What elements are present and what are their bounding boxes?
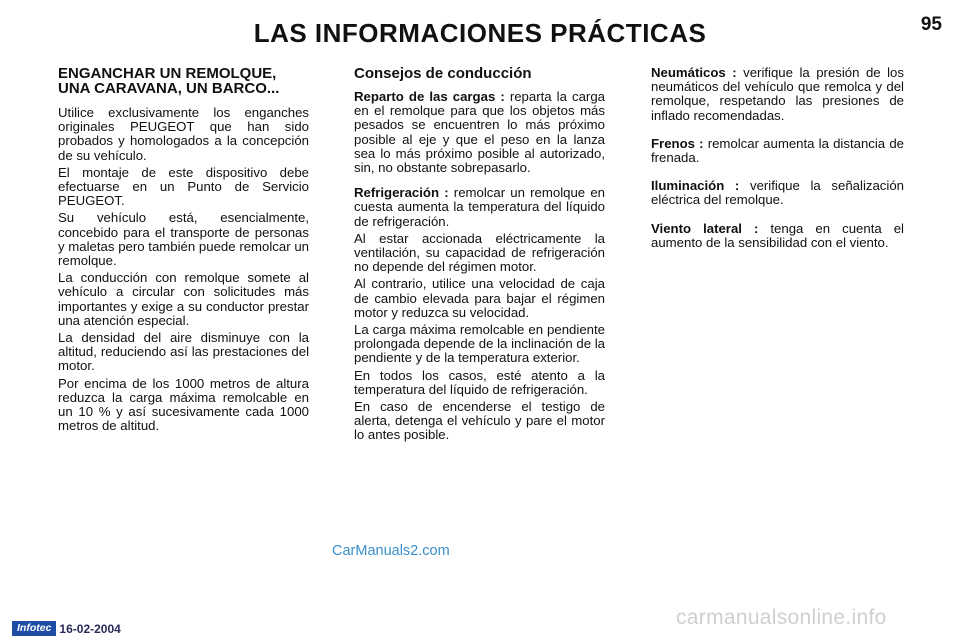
paragraph-tyres xyxy=(651,66,904,123)
paragraph: Utilice exclusivamente los enganches originales PEUGEOT que han sido probados y homologados a la concepción de su vehículo. xyxy=(58,105,309,163)
column-checks xyxy=(651,66,904,253)
paragraph: Al contrario, utilice una velocidad de caja de cambio elevada para bajar el régimen motor y reduzca su velocidad. xyxy=(354,276,605,320)
label-cooling: Refrigeración : xyxy=(354,185,449,201)
section-heading-driving-advice: Consejos de conducción xyxy=(354,65,532,82)
text-crosswind: tenga en cuenta el aumento de la sensibilidad con el viento. xyxy=(651,220,904,250)
paragraph: En todos los casos, esté atento a la temperatura del líquido de refrigeración. xyxy=(354,367,605,397)
text-cooling: remolcar un remolque en cuesta aumenta la temperatura del líquido de refrigeración. xyxy=(354,185,605,229)
text-tyres: verifique la presión de los neumáticos del vehículo que remolca y del remolque, respetando las presiones de inflado recomendadas. xyxy=(651,65,904,123)
column-towing xyxy=(58,66,309,436)
label-tyres: Neumáticos : xyxy=(651,65,737,80)
paragraph: Al estar accionada eléctricamente la ventilación, su capacidad de refrigeración no depende del régimen motor. xyxy=(354,230,605,275)
text-brakes: remolcar aumenta la distancia de frenada. xyxy=(651,135,904,166)
label-brakes: Frenos : xyxy=(651,135,704,151)
footer xyxy=(12,621,121,636)
text-load-distribution: reparta la carga en el remolque para que los objetos más pesados se encuentren lo más próximo posible al eje y que el peso en la lanza sea lo más próximo posible al autorizado, sin, no obstante sobrepasarlo. xyxy=(354,89,605,176)
paragraph: La densidad del aire disminuye con la altitud, reduciendo así las prestaciones del motor. xyxy=(58,330,309,374)
paragraph-cooling xyxy=(354,186,605,229)
paragraph-brakes xyxy=(651,137,904,165)
infotec-logo: Infotec xyxy=(12,621,56,636)
paragraph: Por encima de los 1000 metros de altura reduzca la carga máxima remolcable en un 10 % y así sucesivamente cada 1000 metros de altitud. xyxy=(58,375,309,434)
paragraph: La conducción con remolque somete al vehículo a circular con solicitudes más importantes y exige a su conductor prestar una atención especial. xyxy=(58,270,309,328)
label-lighting: Iluminación : xyxy=(651,178,740,194)
paragraph: En caso de encenderse el testigo de alerta, detenga el vehículo y pare el motor lo antes posible. xyxy=(354,399,605,443)
section-heading-towing: ENGANCHAR UN REMOLQUE, UNA CARAVANA, UN BARCO... xyxy=(58,65,280,97)
paragraph: El montaje de este dispositivo debe efectuarse en un Punto de Servicio PEUGEOT. xyxy=(58,164,309,209)
label-load-distribution: Reparto de las cargas : xyxy=(354,89,505,104)
watermark-carmanuals2: CarManuals2.com xyxy=(332,543,450,559)
label-crosswind: Viento lateral : xyxy=(651,220,759,236)
page-number: 95 xyxy=(920,14,942,35)
paragraph-crosswind xyxy=(651,222,904,250)
page-title: LAS INFORMACIONES PRÁCTICAS xyxy=(253,18,707,48)
column-driving-advice xyxy=(354,66,605,446)
print-date: 16-02-2004 xyxy=(59,621,121,636)
text-lighting: verifique la señalización eléctrica del remolque. xyxy=(651,178,904,208)
paragraph-lighting xyxy=(651,179,904,207)
paragraph: Su vehículo está, esencialmente, concebido para el transporte de personas y maletas pero también puede remolcar un remolque. xyxy=(58,210,309,269)
paragraph: La carga máxima remolcable en pendiente prolongada depende de la inclinación de la pendiente y de la temperatura exterior. xyxy=(354,322,605,366)
watermark-carmanualsonline: carmanualsonline.info xyxy=(676,606,887,629)
paragraph-load-distribution xyxy=(354,90,605,175)
